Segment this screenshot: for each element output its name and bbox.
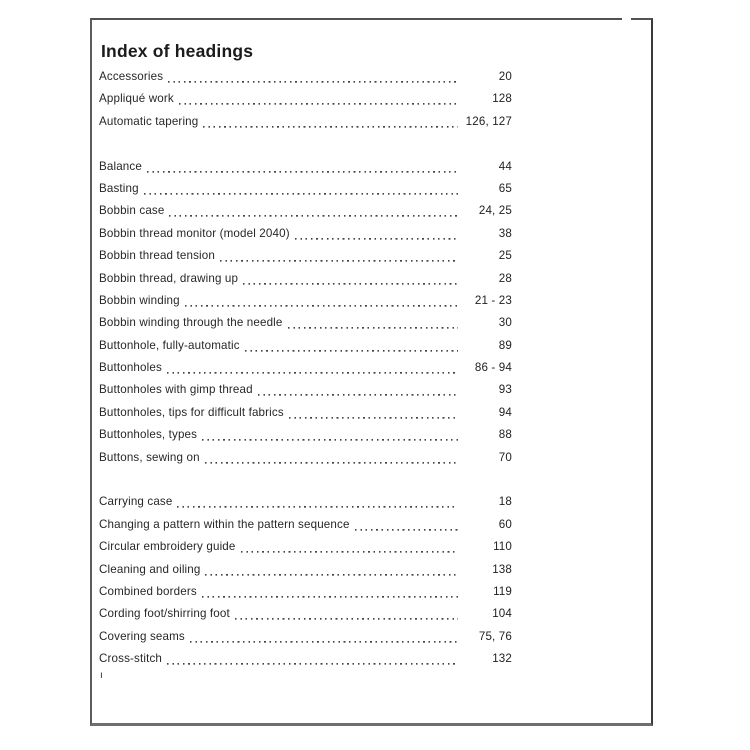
index-entry: [99, 491, 512, 513]
dot-leader: [245, 335, 458, 357]
dot-leader: [147, 156, 458, 178]
index-entry: [99, 268, 512, 290]
entry-page-numbers: 119: [493, 584, 512, 598]
index-entry: [99, 335, 512, 357]
entry-page-numbers: 20: [498, 70, 512, 83]
entry-page-numbers: 132: [492, 652, 512, 666]
dot-leader: [205, 559, 458, 581]
dot-leader: [169, 200, 458, 222]
dot-leader: [190, 626, 458, 648]
entry-label: Basting: [99, 181, 139, 195]
entry-label: Covering seams: [99, 629, 185, 643]
index-entry: [99, 379, 512, 401]
entry-label: Bobbin winding through the needle: [99, 316, 283, 330]
index-entry: [99, 88, 512, 110]
index-list: [99, 66, 512, 671]
entry-label: Appliqué work: [99, 92, 174, 106]
dot-leader: [288, 312, 458, 334]
entry-page-numbers: 44: [498, 159, 512, 173]
entry-label: Buttonholes, types: [99, 428, 198, 442]
entry-page-numbers: 65: [498, 181, 512, 195]
entry-page-numbers: 93: [498, 383, 512, 397]
dot-leader: [258, 379, 458, 401]
dot-leader: [202, 581, 458, 603]
stray-scan-mark: ı: [100, 670, 103, 681]
entry-label: Buttons, sewing on: [99, 450, 200, 464]
index-entry: [99, 245, 512, 267]
entry-label: Carrying case: [99, 495, 173, 509]
entry-page-numbers: 110: [493, 540, 512, 554]
entry-label: Cording foot/shirring foot: [99, 607, 230, 621]
dot-leader: [144, 178, 458, 200]
index-entry: [99, 66, 512, 88]
manual-page: [90, 18, 653, 726]
entry-page-numbers: 88: [498, 428, 512, 442]
index-entry: [99, 626, 512, 648]
entry-label: Accessories: [99, 70, 164, 83]
scan-border-notch: [622, 18, 631, 20]
dot-leader: [202, 424, 458, 446]
entry-label: Combined borders: [99, 584, 197, 598]
index-entry: [99, 559, 512, 581]
index-entry: [99, 424, 512, 446]
dot-leader: [205, 447, 458, 469]
entry-label: Buttonholes with gimp thread: [99, 383, 253, 397]
page-title: Index of headings: [101, 41, 254, 61]
dot-leader: [167, 648, 458, 670]
index-entry: [99, 402, 512, 424]
entry-page-numbers: 38: [498, 226, 512, 240]
entry-label: Buttonholes, tips for difficult fabrics: [99, 405, 284, 419]
dot-leader: [355, 514, 458, 536]
index-entry: [99, 603, 512, 625]
entry-label: Bobbin thread, drawing up: [99, 271, 239, 285]
dot-leader: [185, 290, 458, 312]
dot-leader: [167, 357, 458, 379]
entry-page-numbers: 89: [498, 338, 512, 352]
index-entry: [99, 514, 512, 536]
dot-leader: [243, 268, 458, 290]
entry-page-numbers: 126, 127: [465, 114, 512, 128]
index-entry: [99, 200, 512, 222]
entry-page-numbers: 60: [498, 517, 512, 531]
entry-page-numbers: 128: [492, 92, 512, 106]
entry-label: Bobbin thread monitor (model 2040): [99, 226, 290, 240]
entry-label: Changing a pattern within the pattern sequence: [99, 517, 350, 531]
entry-label: Buttonholes: [99, 361, 162, 375]
entry-page-numbers: 94: [498, 405, 512, 419]
entry-label: Bobbin winding: [99, 293, 180, 307]
entry-label: Automatic tapering: [99, 114, 199, 128]
entry-page-numbers: 21 - 23: [474, 293, 512, 307]
entry-label: Buttonhole, fully-automatic: [99, 338, 240, 352]
index-entry: [99, 223, 512, 245]
entry-page-numbers: 24, 25: [478, 204, 512, 218]
index-group: [99, 491, 512, 670]
index-group: [99, 156, 512, 469]
dot-leader: [179, 88, 458, 110]
entry-page-numbers: 18: [498, 495, 512, 509]
index-group: [99, 66, 512, 133]
dot-leader: [241, 536, 459, 558]
entry-page-numbers: 70: [498, 450, 512, 464]
entry-label: Circular embroidery guide: [99, 540, 236, 554]
entry-page-numbers: 104: [492, 607, 512, 621]
entry-page-numbers: 28: [498, 271, 512, 285]
index-entry: [99, 111, 512, 133]
index-entry: [99, 648, 512, 670]
index-entry: [99, 178, 512, 200]
index-entry: [99, 447, 512, 469]
entry-page-numbers: 25: [498, 249, 512, 263]
dot-leader: [235, 603, 458, 625]
dot-leader: [203, 111, 457, 133]
index-entry: [99, 156, 512, 178]
entry-page-numbers: 30: [498, 316, 512, 330]
dot-leader: [168, 66, 458, 88]
index-entry: [99, 312, 512, 334]
entry-label: Cross-stitch: [99, 652, 162, 666]
dot-leader: [295, 223, 458, 245]
dot-leader: [177, 491, 458, 513]
index-entry: [99, 290, 512, 312]
entry-page-numbers: 75, 76: [478, 629, 512, 643]
index-entry: [99, 536, 512, 558]
entry-label: Cleaning and oiling: [99, 562, 201, 576]
entry-page-numbers: 86 - 94: [474, 361, 512, 375]
index-entry: [99, 581, 512, 603]
dot-leader: [220, 245, 458, 267]
dot-leader: [289, 402, 458, 424]
entry-label: Balance: [99, 159, 142, 173]
index-entry: [99, 357, 512, 379]
entry-label: Bobbin case: [99, 204, 165, 218]
entry-label: Bobbin thread tension: [99, 249, 215, 263]
entry-page-numbers: 138: [492, 562, 512, 576]
